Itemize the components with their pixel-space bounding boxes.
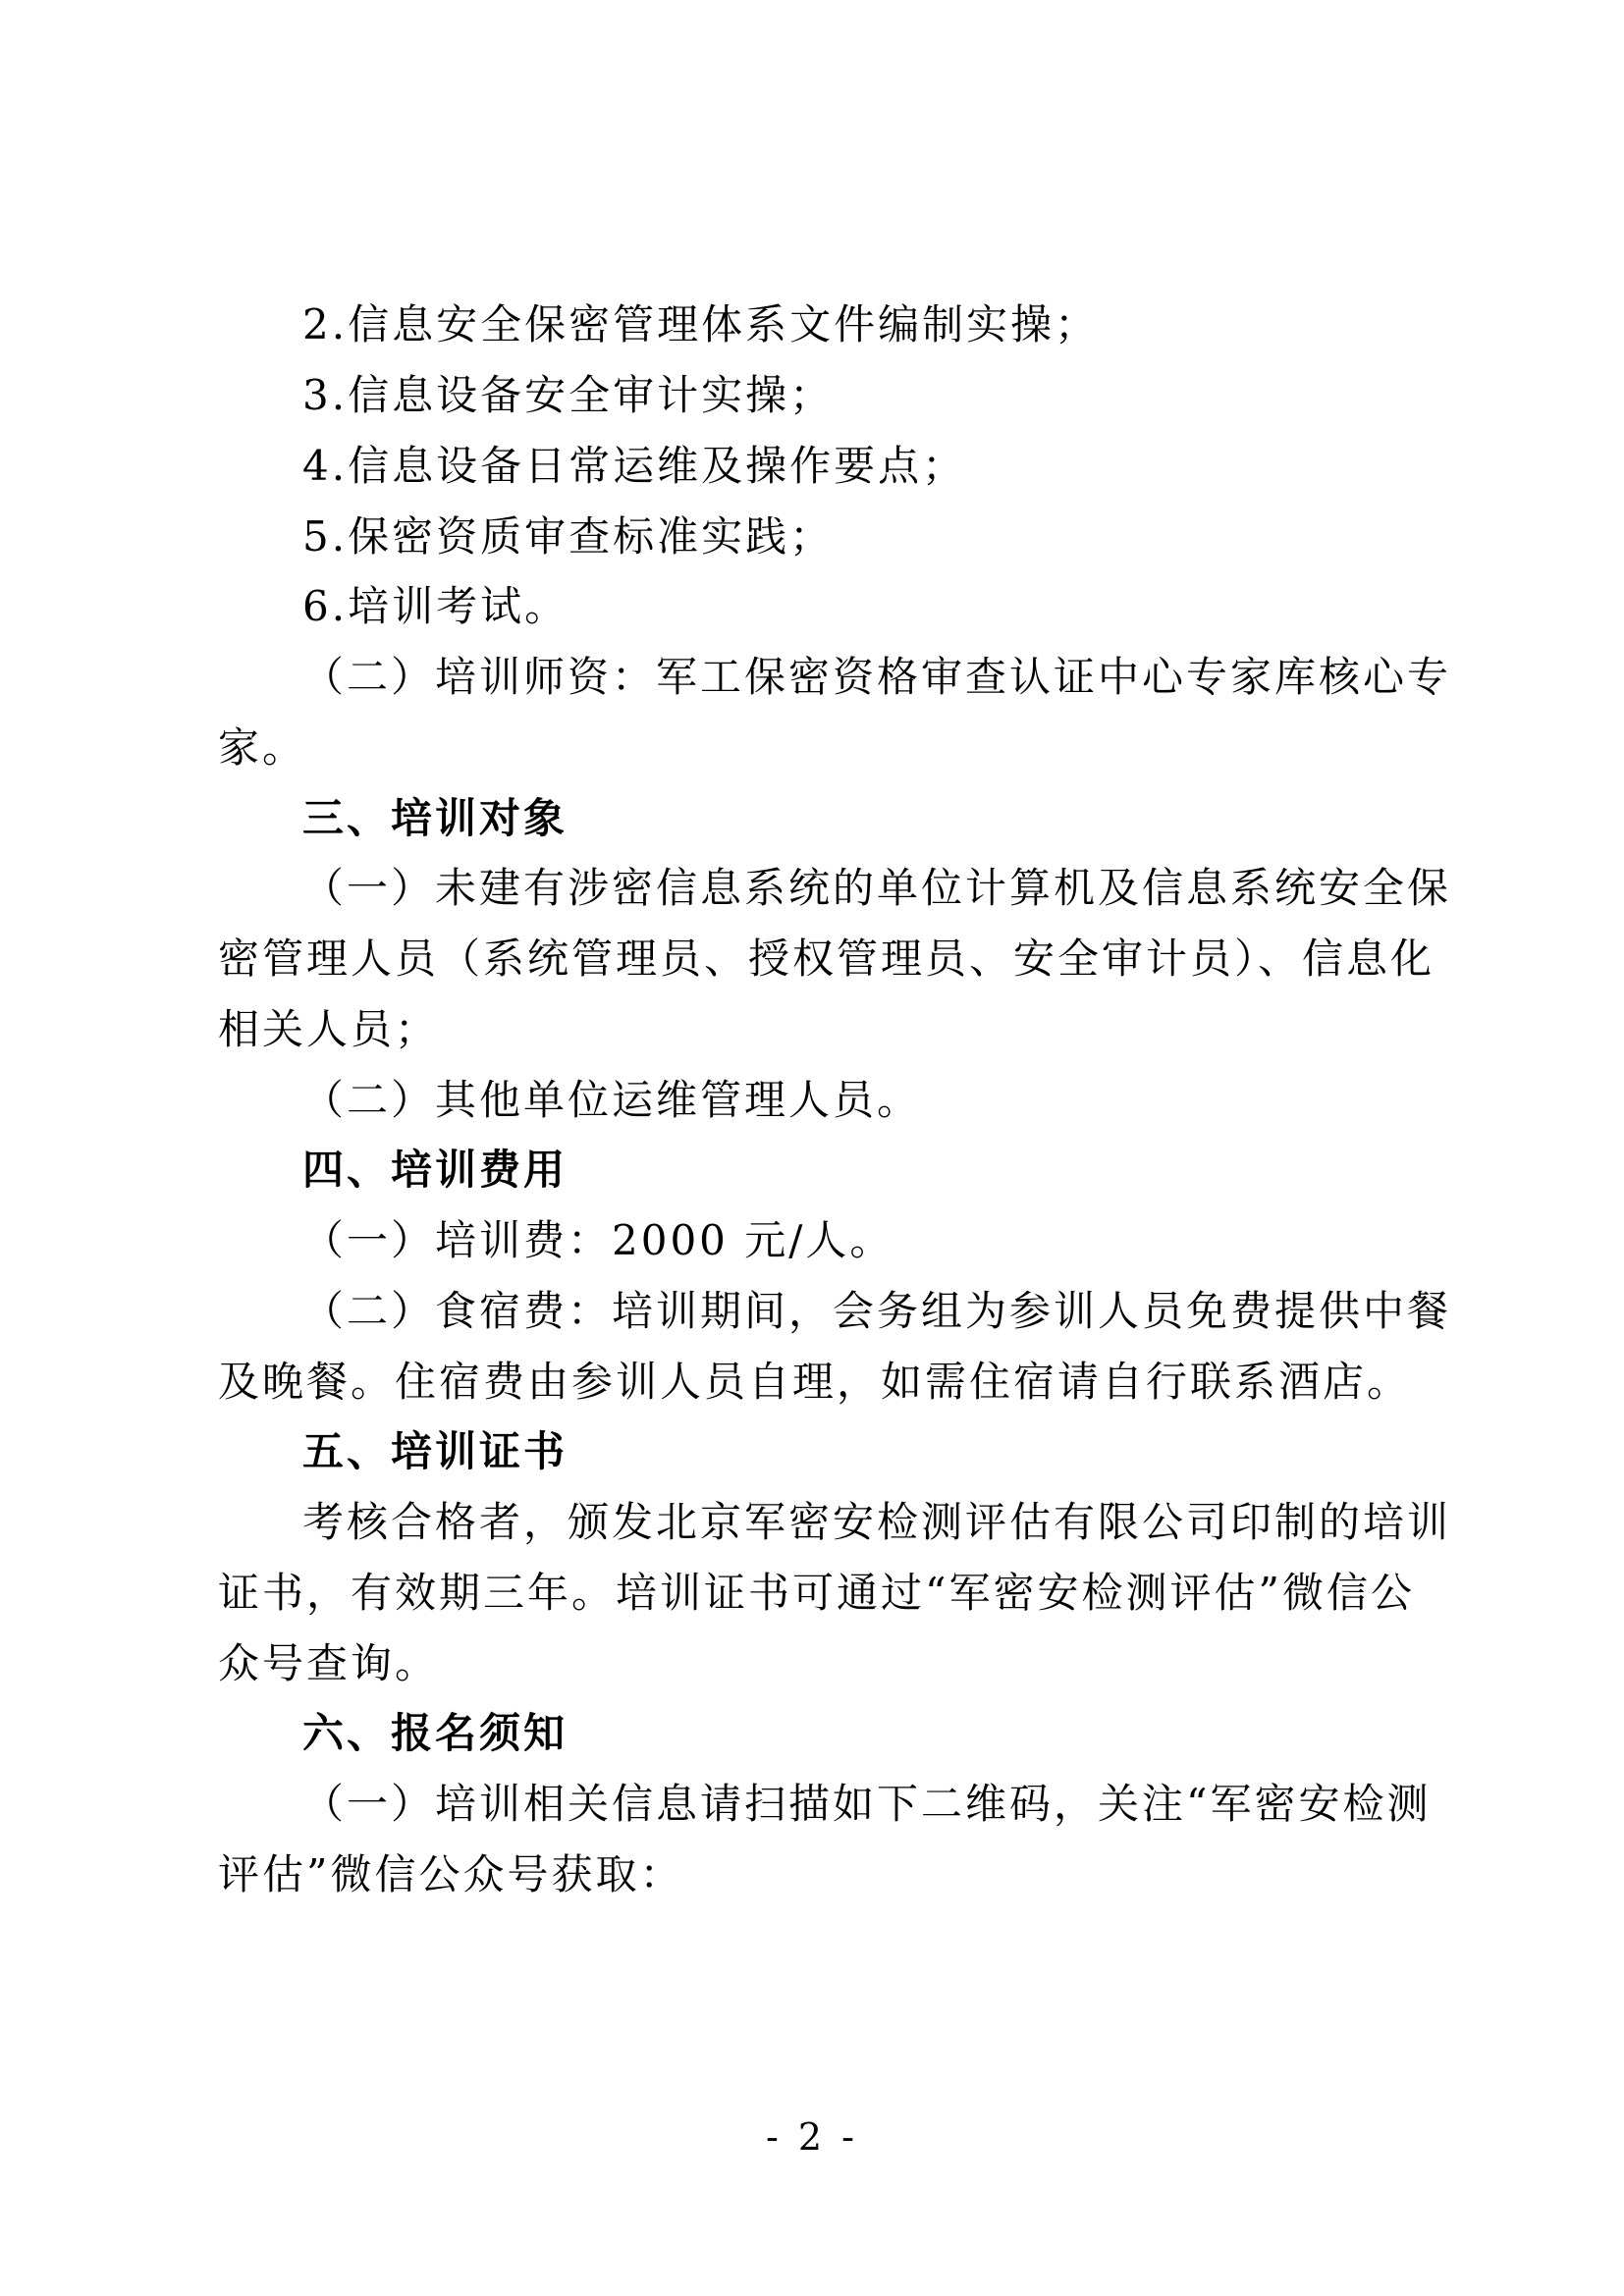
paragraph-line: （二）培训师资：军工保密资格审查认证中心专家库核心专: [302, 653, 1452, 701]
list-item-6: 6.培训考试。: [302, 582, 569, 630]
list-item-5: 5.保密资质审查标准实践；: [302, 512, 835, 561]
list-item-4: 4.信息设备日常运维及操作要点；: [302, 442, 967, 490]
paragraph-line: （二）其他单位运维管理人员。: [302, 1076, 922, 1124]
list-item-2: 2.信息安全保密管理体系文件编制实操；: [302, 300, 1100, 348]
paragraph-line: 考核合格者，颁发北京军密安检测评估有限公司印制的培训: [302, 1498, 1452, 1546]
paragraph-line: 密管理人员（系统管理员、授权管理员、安全审计员）、信息化: [218, 934, 1435, 983]
section-heading: 三、培训对象: [302, 794, 568, 842]
paragraph-line: （一）培训相关信息请扫描如下二维码，关注“军密安检测: [302, 1780, 1432, 1828]
section-heading: 五、培训证书: [302, 1427, 568, 1475]
paragraph-line: 众号查询。: [218, 1639, 440, 1687]
paragraph-line: （一）培训费：2000 元/人。: [302, 1216, 894, 1264]
paragraph-line: （一）未建有涉密信息系统的单位计算机及信息系统安全保: [302, 864, 1452, 912]
paragraph-line: （二）食宿费：培训期间，会务组为参训人员免费提供中餐: [302, 1287, 1452, 1335]
paragraph-line: 相关人员；: [218, 1005, 440, 1053]
paragraph-line: 家。: [218, 723, 307, 772]
section-heading: 六、报名须知: [302, 1709, 568, 1757]
list-item-3: 3.信息设备安全审计实操；: [302, 371, 835, 419]
page-number: - 2 -: [765, 2115, 858, 2159]
paragraph-line: 证书，有效期三年。培训证书可通过“军密安检测评估”微信公: [218, 1569, 1415, 1617]
paragraph-line: 评估”微信公众号获取：: [218, 1850, 684, 1898]
paragraph-line: 及晚餐。住宿费由参训人员自理，如需住宿请自行联系酒店。: [218, 1358, 1412, 1406]
section-heading: 四、培训费用: [302, 1146, 568, 1194]
